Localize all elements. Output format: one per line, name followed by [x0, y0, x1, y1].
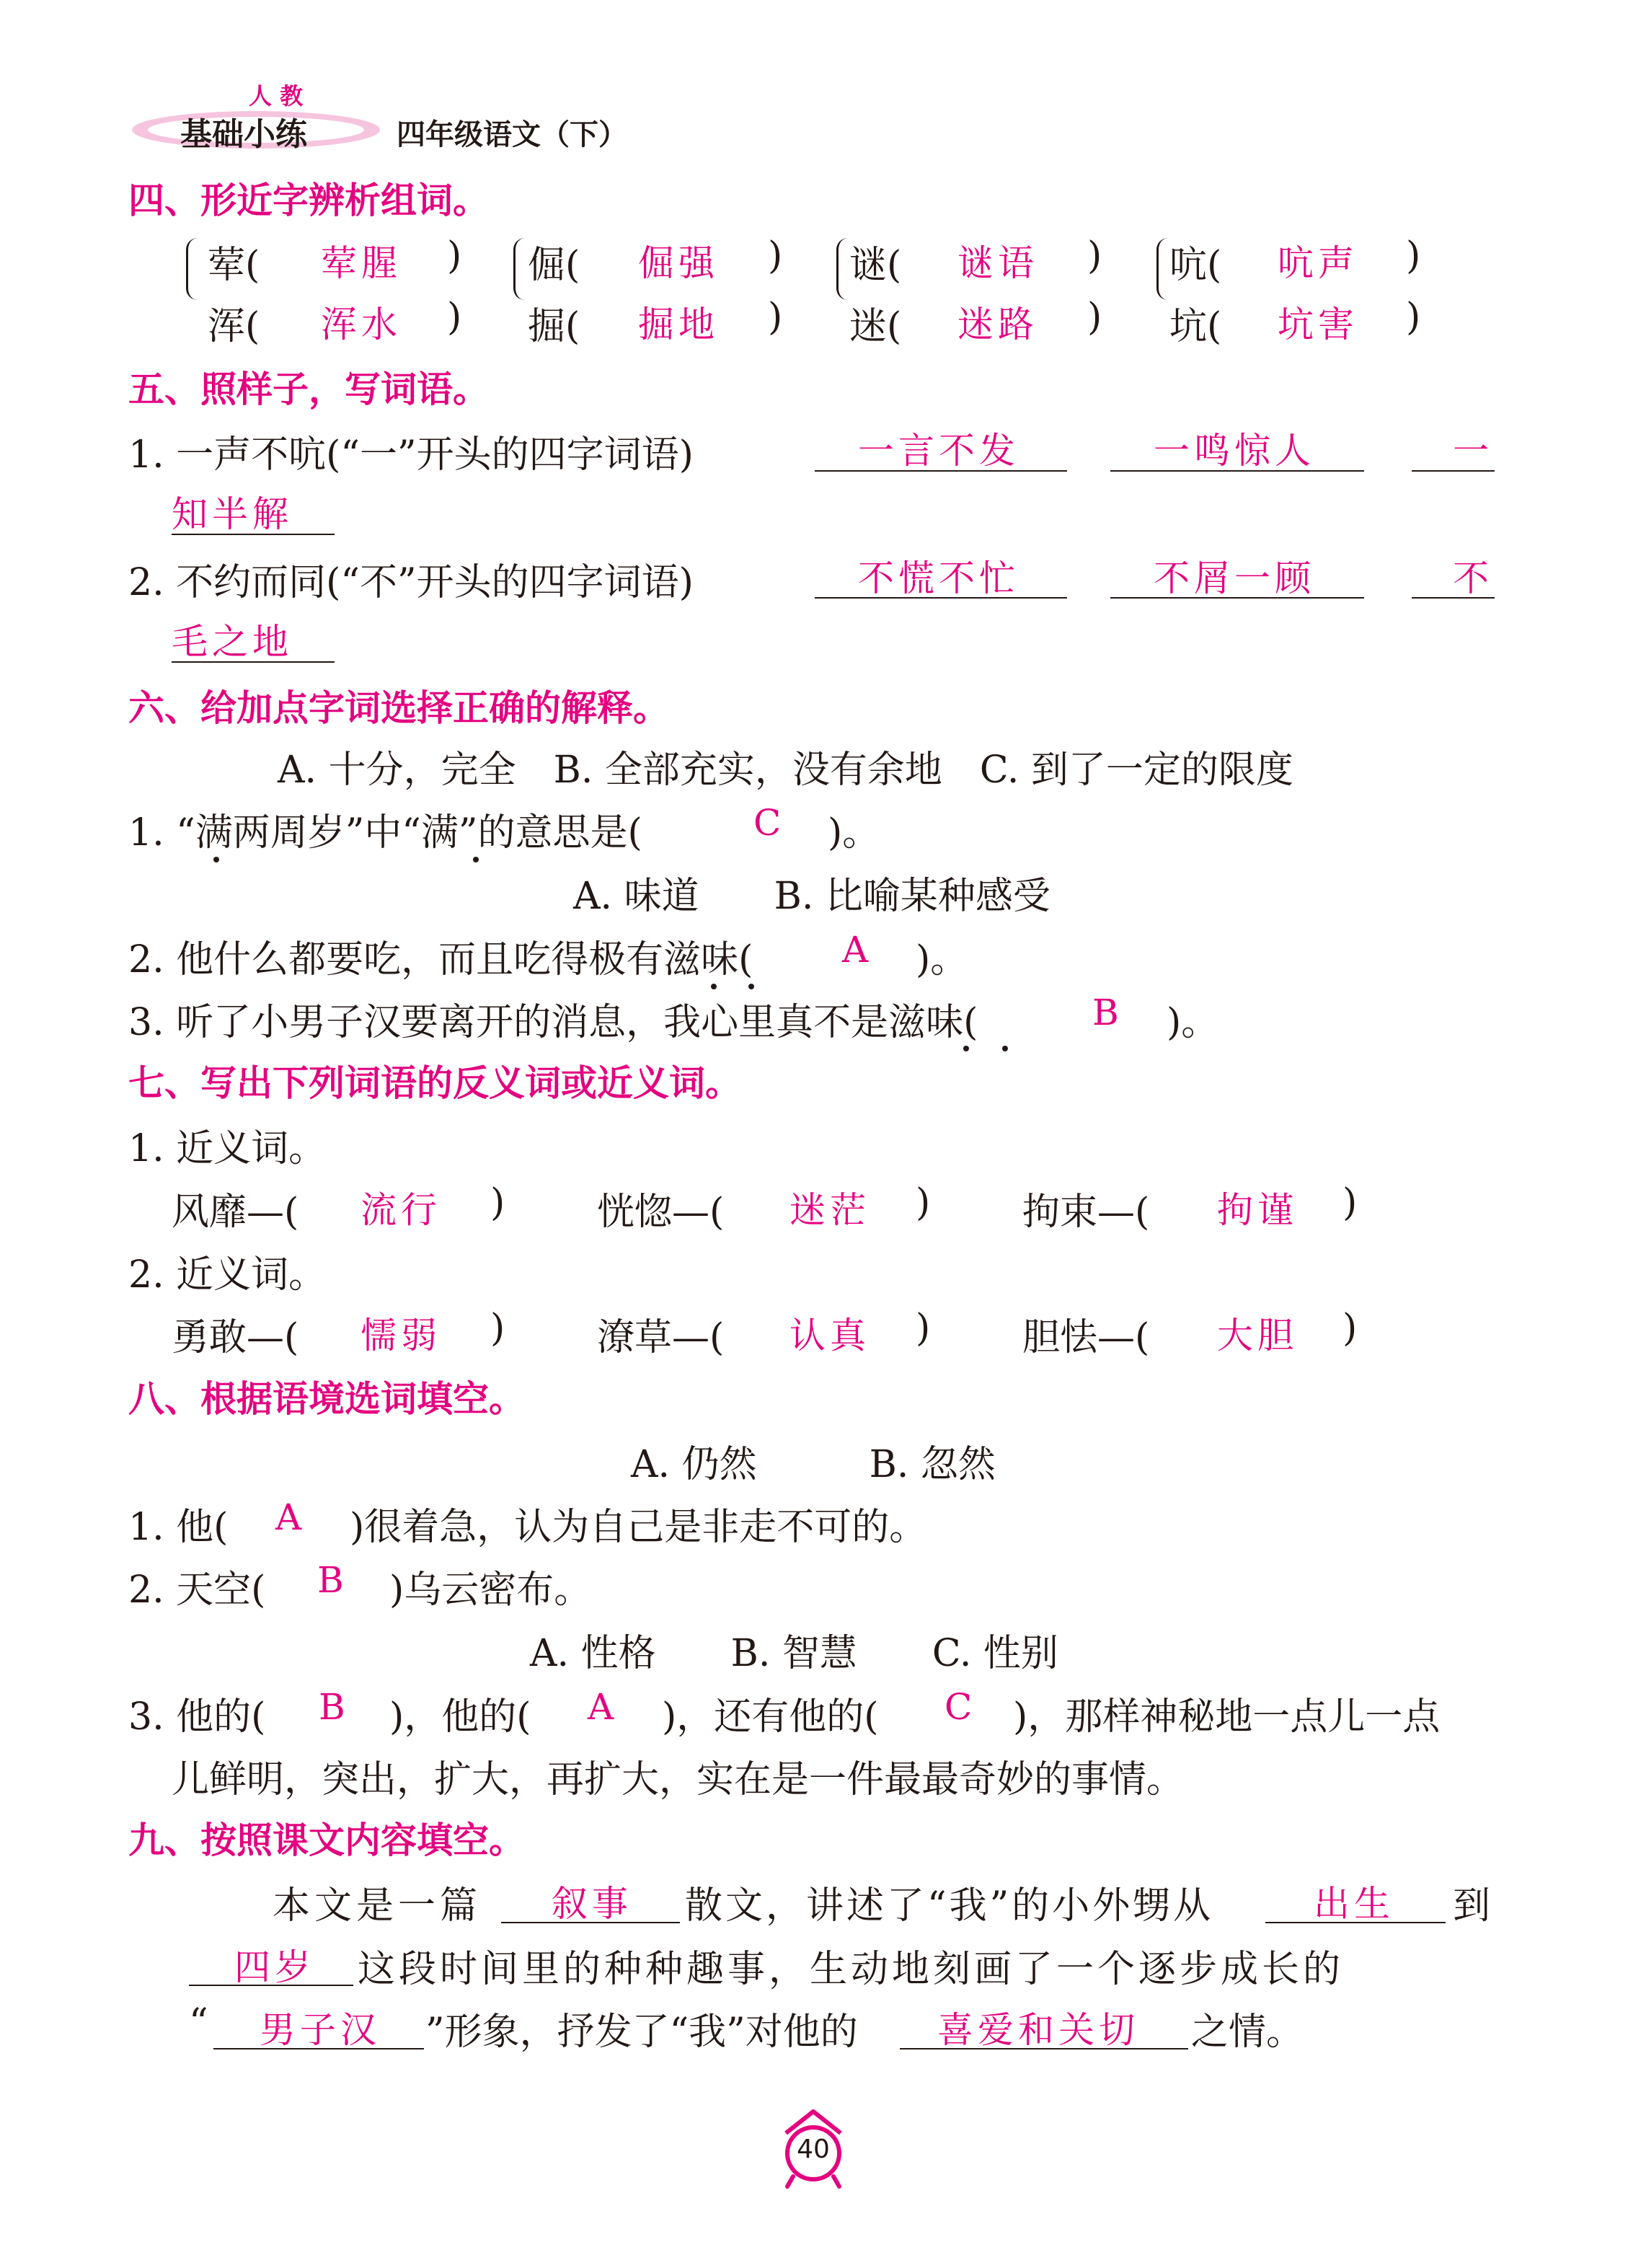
brace-1 [186, 238, 200, 300]
close-paren: ) [916, 1307, 931, 1350]
question-5-2: 2. 不约而同(“不”开头的四字词语) [128, 561, 694, 604]
answer-8-3c: C [944, 1686, 977, 1728]
answer-2b: 掘地 [638, 304, 719, 345]
answer-9-1: 叙事 [552, 1883, 632, 1925]
answer-1a: 荤腥 [321, 242, 402, 284]
answer-4a: 吭声 [1278, 242, 1358, 284]
question-8-1-end: )很着急，认为自己是非走不可的。 [350, 1506, 927, 1549]
brace-2 [513, 238, 527, 300]
word-7-2b: 潦草—( [597, 1316, 725, 1359]
question-6-2: 2. 他什么都要吃，而且吃得极有滋味( [128, 938, 753, 981]
answer-5-1a: 一言不发 [858, 430, 1019, 472]
answer-2a: 倔强 [638, 242, 719, 284]
question-8-2: 2. 天空( [128, 1568, 266, 1612]
close-paren: ) [1342, 1307, 1358, 1350]
header-grade-subject: 四年级语文（下） [397, 118, 627, 151]
section-4-title: 四、形近字辨析组词。 [128, 180, 489, 221]
word-7-2a: 勇敢—( [172, 1316, 299, 1359]
close-paren: ) [1087, 296, 1102, 339]
close-paren: ) [447, 296, 462, 339]
word-7-1a: 风靡—( [172, 1191, 299, 1234]
char-1a: 荤( [208, 244, 260, 287]
paragraph-9-g: 之情。 [1191, 2011, 1304, 2054]
answer-8-1: A [275, 1496, 306, 1538]
options-8-1: A. 仍然 B. 忽然 [631, 1443, 996, 1486]
answer-9-3: 四岁 [234, 1946, 315, 1988]
emphasis-dot [748, 984, 754, 989]
paragraph-9-a: 本文是一篇 [273, 1884, 482, 1928]
close-paren: ) [1406, 234, 1421, 278]
close-paren: ) [490, 1181, 505, 1225]
question-5-1: 1. 一声不吭(“一”开头的四字词语) [128, 433, 694, 477]
question-6-2-end: )。 [916, 938, 968, 981]
char-1b: 浑( [208, 305, 260, 348]
char-3a: 谜( [849, 244, 902, 287]
paragraph-9-d: 这段时间里的种种趣事，生动地刻画了一个逐步成长的 [358, 1948, 1345, 1991]
char-4a: 吭( [1169, 244, 1222, 287]
question-8-3-line2: 儿鲜明，突出，扩大，再扩大，实在是一件最最奇妙的事情。 [172, 1758, 1185, 1801]
answer-5-1c-part2: 知半解 [172, 493, 293, 535]
section-8-title: 八、根据语境选词填空。 [128, 1378, 525, 1420]
answer-7-1a: 流行 [360, 1189, 441, 1231]
question-8-3-mid1: )，他的( [389, 1695, 531, 1739]
char-2b: 掘( [528, 305, 580, 348]
answer-6-1: C [753, 802, 786, 844]
answer-6-2: A [842, 929, 873, 971]
answer-3a: 谜语 [957, 242, 1038, 284]
close-paren: ) [447, 234, 462, 278]
question-8-1: 1. 他( [128, 1506, 229, 1549]
word-7-1b: 恍惚—( [597, 1191, 725, 1234]
answer-8-3a: B [319, 1686, 350, 1728]
emphasis-dot [473, 857, 479, 862]
close-paren: ) [1342, 1181, 1358, 1225]
answer-8-3b: A [588, 1686, 619, 1728]
answer-9-4: 男子汉 [260, 2009, 381, 2051]
options-6-2: A. 味道 B. 比喻某种感受 [573, 875, 1050, 918]
answer-5-2b: 不屑一顾 [1154, 557, 1315, 599]
question-6-3: 3. 听了小男子汉要离开的消息，我心里真不是滋味( [128, 1001, 978, 1044]
label-7-1: 1. 近义词。 [128, 1127, 327, 1170]
close-paren: ) [1087, 234, 1102, 278]
question-8-3-mid2: )，还有他的( [662, 1695, 879, 1739]
brace-4 [1156, 238, 1170, 300]
close-paren: ) [490, 1307, 505, 1350]
emphasis-dot [963, 1046, 969, 1051]
answer-7-2c: 大胆 [1217, 1315, 1298, 1356]
answer-7-1b: 迷茫 [789, 1189, 870, 1231]
char-3b: 迷( [849, 305, 902, 348]
emphasis-dot [1002, 1046, 1008, 1051]
section-7-title: 七、写出下列词语的反义词或近义词。 [128, 1062, 741, 1104]
brace-3 [836, 238, 850, 300]
paragraph-9-f: ”形象，抒发了“我”对他的 [425, 2011, 858, 2054]
question-8-2-end: )乌云密布。 [389, 1568, 592, 1612]
answer-7-2a: 懦弱 [360, 1315, 441, 1356]
question-6-1-end: )。 [828, 811, 880, 855]
answer-1b: 浑水 [321, 304, 402, 345]
answer-5-2a: 不慌不忙 [858, 557, 1019, 599]
section-6-title: 六、给加点字词选择正确的解释。 [128, 687, 669, 729]
answer-6-3: B [1092, 992, 1123, 1033]
answer-5-1c-part1: 一 [1453, 430, 1493, 472]
answer-9-2: 出生 [1314, 1883, 1394, 1925]
answer-8-2: B [317, 1559, 348, 1601]
header-series: 基础小练 [180, 116, 307, 153]
answer-5-1b: 一鸣惊人 [1154, 430, 1315, 472]
options-8-2: A. 性格 B. 智慧 C. 性别 [530, 1632, 1058, 1675]
answer-5-2c-part1: 不 [1453, 557, 1493, 599]
answer-9-5: 喜爱和关切 [937, 2009, 1139, 2051]
answer-7-2b: 认真 [789, 1315, 870, 1356]
word-7-1c: 拘束—( [1022, 1191, 1150, 1234]
close-paren: ) [768, 296, 783, 339]
section-5-title: 五、照样子，写词语。 [128, 369, 489, 410]
section-9-title: 九、按照课文内容填空。 [128, 1819, 525, 1861]
emphasis-dot [213, 857, 219, 862]
char-2a: 倔( [528, 244, 580, 287]
answer-7-1c: 拘谨 [1217, 1189, 1298, 1231]
close-paren: ) [768, 234, 783, 278]
options-6-1: A. 十分，完全 B. 全部充实，没有余地 C. 到了一定的限度 [278, 749, 1293, 792]
close-paren: ) [1406, 296, 1421, 339]
close-paren: ) [916, 1181, 931, 1225]
paragraph-9-e: “ [189, 2001, 208, 2044]
emphasis-dot [711, 984, 717, 989]
label-7-2: 2. 近义词。 [128, 1253, 327, 1297]
question-6-1: 1. “满两周岁”中“满”的意思是( [128, 811, 642, 855]
paragraph-9-b: 散文，讲述了“我”的小外甥从 [685, 1884, 1214, 1928]
question-6-3-end: )。 [1167, 1001, 1219, 1044]
header-publisher: 人 教 [249, 82, 304, 110]
page-number: 40 [797, 2135, 830, 2164]
question-8-3-end: )，那样神秘地一点儿一点 [1013, 1695, 1441, 1739]
word-7-2c: 胆怯—( [1022, 1316, 1150, 1359]
answer-5-2c-part2: 毛之地 [172, 621, 293, 663]
question-8-3: 3. 他的( [128, 1695, 266, 1739]
answer-3b: 迷路 [957, 304, 1038, 345]
paragraph-9-c: 到 [1453, 1884, 1491, 1928]
answer-4b: 坑害 [1278, 304, 1358, 345]
char-4b: 坑( [1169, 305, 1222, 348]
